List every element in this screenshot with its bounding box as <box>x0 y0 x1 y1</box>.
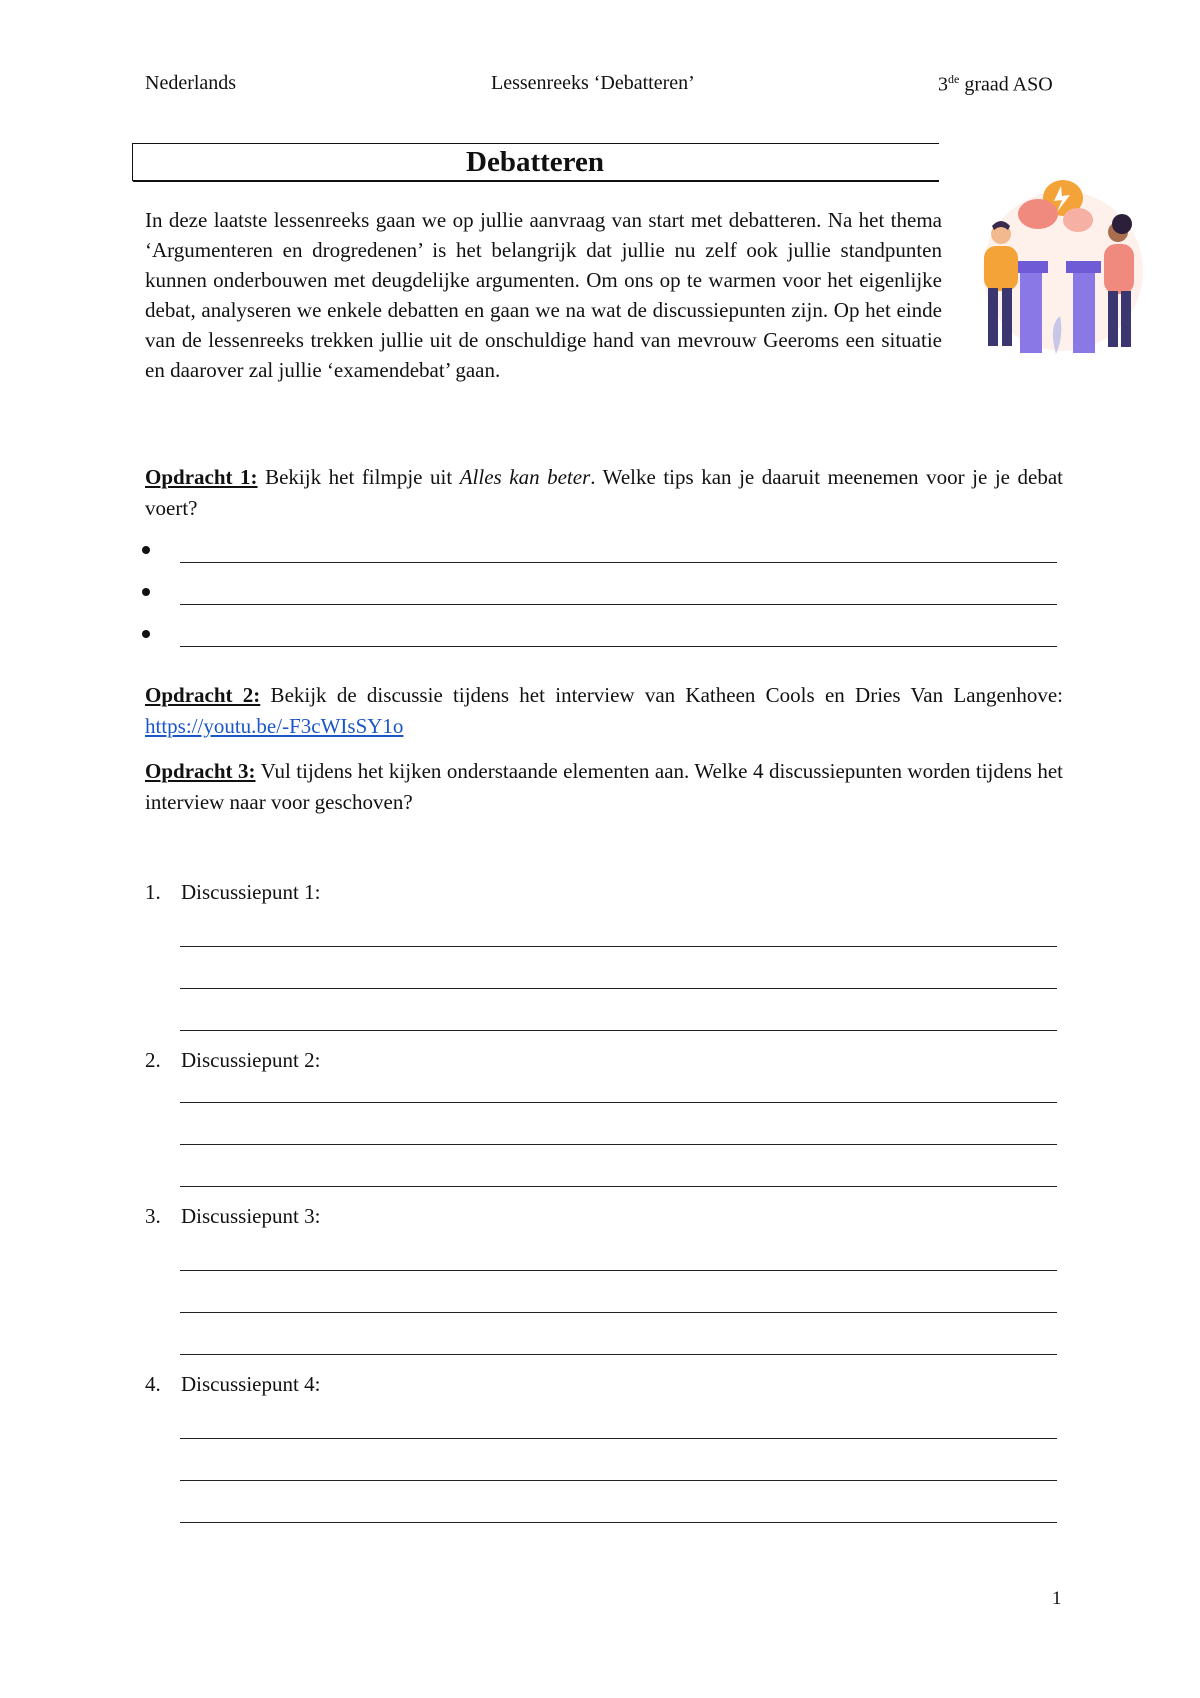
page-title: Debatteren <box>466 146 604 178</box>
answer-line[interactable] <box>180 646 1057 647</box>
answer-line[interactable] <box>180 1144 1057 1145</box>
item-number: 3. <box>145 1204 161 1228</box>
item-label: Discussiepunt 4: <box>181 1372 321 1396</box>
answer-line[interactable] <box>180 946 1057 947</box>
item-number: 2. <box>145 1048 161 1072</box>
opdracht-3: Opdracht 3: Vul tijdens het kijken onderstaande elementen aan. Welke 4 discussiepunten worden tijdens het interview naar voor geschoven? <box>145 759 1064 814</box>
opdracht-1-label: Opdracht 1: <box>145 465 258 489</box>
answer-line[interactable] <box>180 1030 1057 1031</box>
answer-line[interactable] <box>180 1354 1057 1355</box>
opdracht-1: Opdracht 1: Bekijk het filmpje uit Alles kan beter. Welke tips kan je daaruit meenemen voor je je debat voert? <box>145 465 1063 520</box>
debate-illustration-icon <box>968 176 1144 354</box>
opdracht-2: Opdracht 2: Bekijk de discussie tijdens het interview van Katheen Cools en Dries Van Langenhove: https://youtu.be/-F3cWIsSY1o <box>145 683 1064 738</box>
answer-line[interactable] <box>180 1480 1057 1481</box>
answer-line[interactable] <box>180 1312 1057 1313</box>
header-subject: Nederlands <box>145 72 237 94</box>
bullet-3 <box>142 630 150 638</box>
answer-line[interactable] <box>180 988 1057 989</box>
answer-line[interactable] <box>180 1270 1057 1271</box>
answer-line[interactable] <box>180 1102 1057 1103</box>
bullet-1 <box>142 546 150 554</box>
opdracht-2-label: Opdracht 2: <box>145 683 261 707</box>
page-number: 1 <box>1052 1588 1062 1609</box>
intro-paragraph: In deze laatste lessenreeks gaan we op jullie aanvraag van start met debatteren. Na het thema ‘Argumenteren en drogredenen’ is het belangrijk dat jullie nu zelf ook jullie standpunten kunnen onderbouwen met deugdelijke argumenten. Om ons op te warmen voor het eigenlijke debat, analyseren we enkele debatten en gaan we na wat de discussiepunten zijn. Op het einde van de lessenreeks trekken jullie uit de onschuldige hand van mevrouw Geeroms een situatie en daarover zal jullie ‘examendebat’ gaan. <box>145 208 942 382</box>
item-label: Discussiepunt 1: <box>181 880 321 904</box>
item-label: Discussiepunt 2: <box>181 1048 321 1072</box>
item-number: 1. <box>145 880 161 904</box>
item-number: 4. <box>145 1372 161 1396</box>
answer-line[interactable] <box>180 562 1057 563</box>
answer-line[interactable] <box>180 1522 1057 1523</box>
answer-line[interactable] <box>180 1438 1057 1439</box>
answer-line[interactable] <box>180 604 1057 605</box>
item-label: Discussiepunt 3: <box>181 1204 321 1228</box>
bullet-2 <box>142 588 150 596</box>
header-series: Lessenreeks ‘Debatteren’ <box>491 72 695 94</box>
opdracht-3-label: Opdracht 3: <box>145 759 256 783</box>
header-grade: 3de graad ASO <box>938 72 1053 96</box>
youtube-link[interactable]: https://youtu.be/-F3cWIsSY1o <box>145 714 404 738</box>
answer-line[interactable] <box>180 1186 1057 1187</box>
